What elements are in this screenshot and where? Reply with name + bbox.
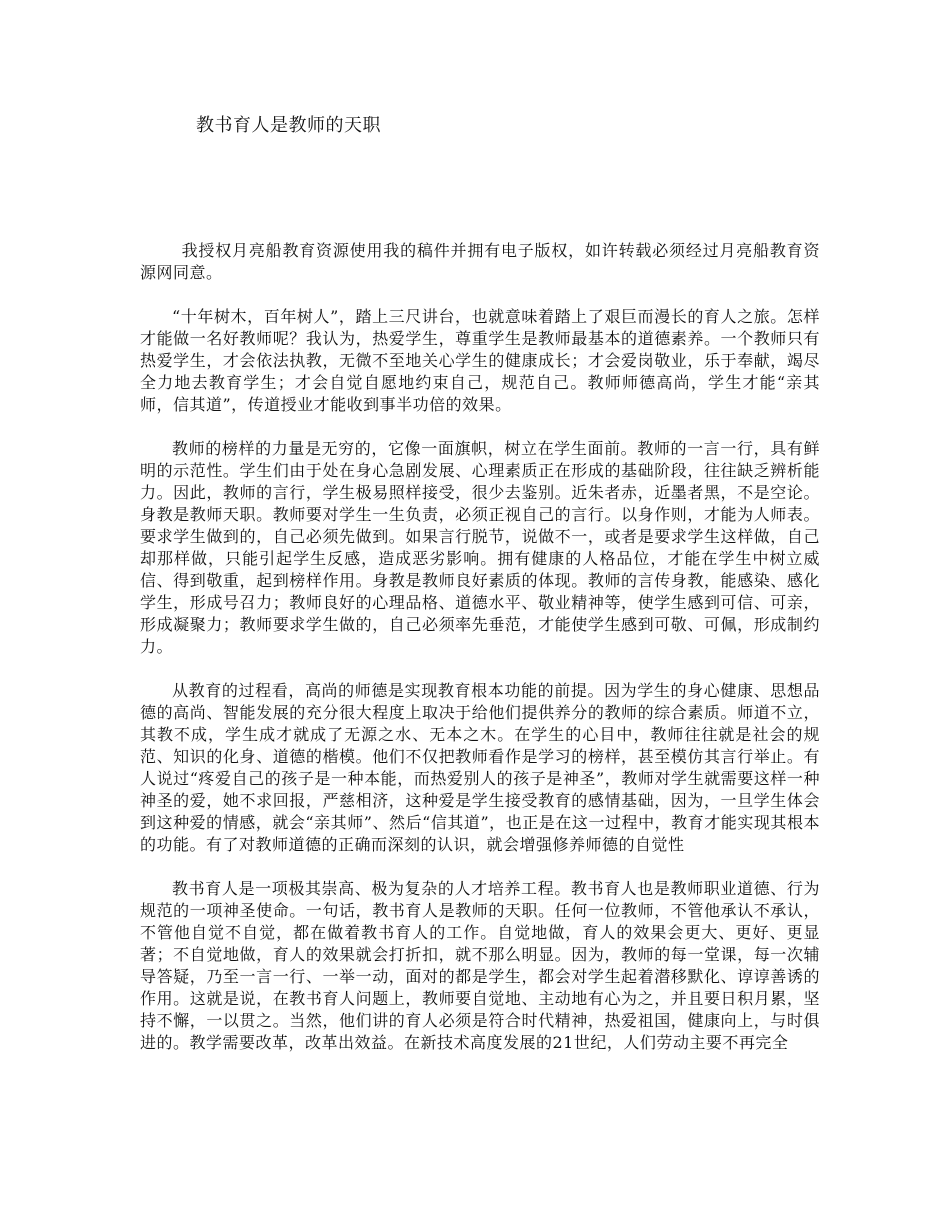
document-title: 教书育人是教师的天职: [196, 115, 381, 136]
body-paragraph-3: 从教育的过程看，高尚的师德是实现教育根本功能的前提。因为学生的身心健康、思想品德的高尚、智能发展的充分很大程度上取决于给他们提供养分的教师的综合素质。师道不立，其教不成，学生成才就成了无源之水、无本之木。在学生的心目中，教师往往就是社会的规范、知识的化身、道德的楷模。他们不仅把教师看作是学习的榜样，甚至模仿其言行举止。有人说过“疼爱自己的孩子是一种本能，而热爱别人的孩子是神圣”，教师对学生就需要这样一种神圣的爱，她不求回报，严慈相济，这种爱是学生接受教育的感情基础，因为，一旦学生体会到这种爱的情感，就会“亲其师”、然后“信其道”，也正是在这一过程中，教育才能实现其根本的功能。有了对教师道德的正确而深刻的认识，就会增强修养师德的自觉性: [140, 681, 820, 854]
document-body: [140, 240, 820, 1054]
copyright-paragraph: 我授权月亮船教育资源使用我的稿件并拥有电子版权，如许转载必须经过月亮船教育资源网同意。: [140, 241, 820, 282]
body-paragraph-2: 教师的榜样的力量是无穷的，它像一面旗帜，树立在学生面前。教师的一言一行，具有鲜明的示范性。学生们由于处在身心急剧发展、心理素质正在形成的基础阶段，往往缺乏辨析能力。因此，教师的言行，学生极易照样接受，很少去鉴别。近朱者赤，近墨者黑，不是空论。身教是教师天职。教师要对学生一生负责，必须正视自己的言行。以身作则，才能为人师表。要求学生做到的，自己必须先做到。如果言行脱节，说做不一，或者是要求学生这样做，自己却那样做，只能引起学生反感，造成恶劣影响。拥有健康的人格品位，才能在学生中树立威信、得到敬重，起到榜样作用。身教是教师良好素质的体现。教师的言传身教，能感染、感化学生，形成号召力；教师良好的心理品格、道德水平、敬业精神等，使学生感到可信、可亲，形成凝聚力；教师要求学生做的，自己必须率先垂范，才能使学生感到可敬、可佩，形成制约力。: [140, 439, 820, 656]
body-paragraph-4: 教书育人是一项极其崇高、极为复杂的人才培养工程。教书育人也是教师职业道德、行为规范的一项神圣使命。一句话，教书育人是教师的天职。任何一位教师，不管他承认不承认，不管他自觉不自觉，都在做着教书育人的工作。自觉地做，育人的效果会更大、更好、更显著；不自觉地做，育人的效果就会打折扣，就不那么明显。因为，教师的每一堂课，每一次辅导答疑，乃至一言一行、一举一动，面对的都是学生，都会对学生起着潜移默化、谆谆善诱的作用。这就是说，在教书育人问题上，教师要自觉地、主动地有心为之，并且要日积月累，坚持不懈，一以贯之。当然，他们讲的育人必须是符合时代精神，热爱祖国，健康向上，与时俱进的。教学需要改革，改革出效益。在新技术高度发展的21世纪，人们劳动主要不再完全: [140, 879, 820, 1052]
body-paragraph-1: “十年树木，百年树人”，踏上三尺讲台，也就意味着踏上了艰巨而漫长的育人之旅。怎样才能做一名好教师呢？我认为，热爱学生，尊重学生是教师最基本的道德素养。一个教师只有热爱学生，才会依法执教，无微不至地关心学生的健康成长；才会爱岗敬业，乐于奉献，竭尽全力地去教育学生；才会自觉自愿地约束自己，规范自己。教师师德高尚，学生才能“亲其师，信其道”，传道授业才能收到事半功倍的效果。: [140, 307, 820, 414]
